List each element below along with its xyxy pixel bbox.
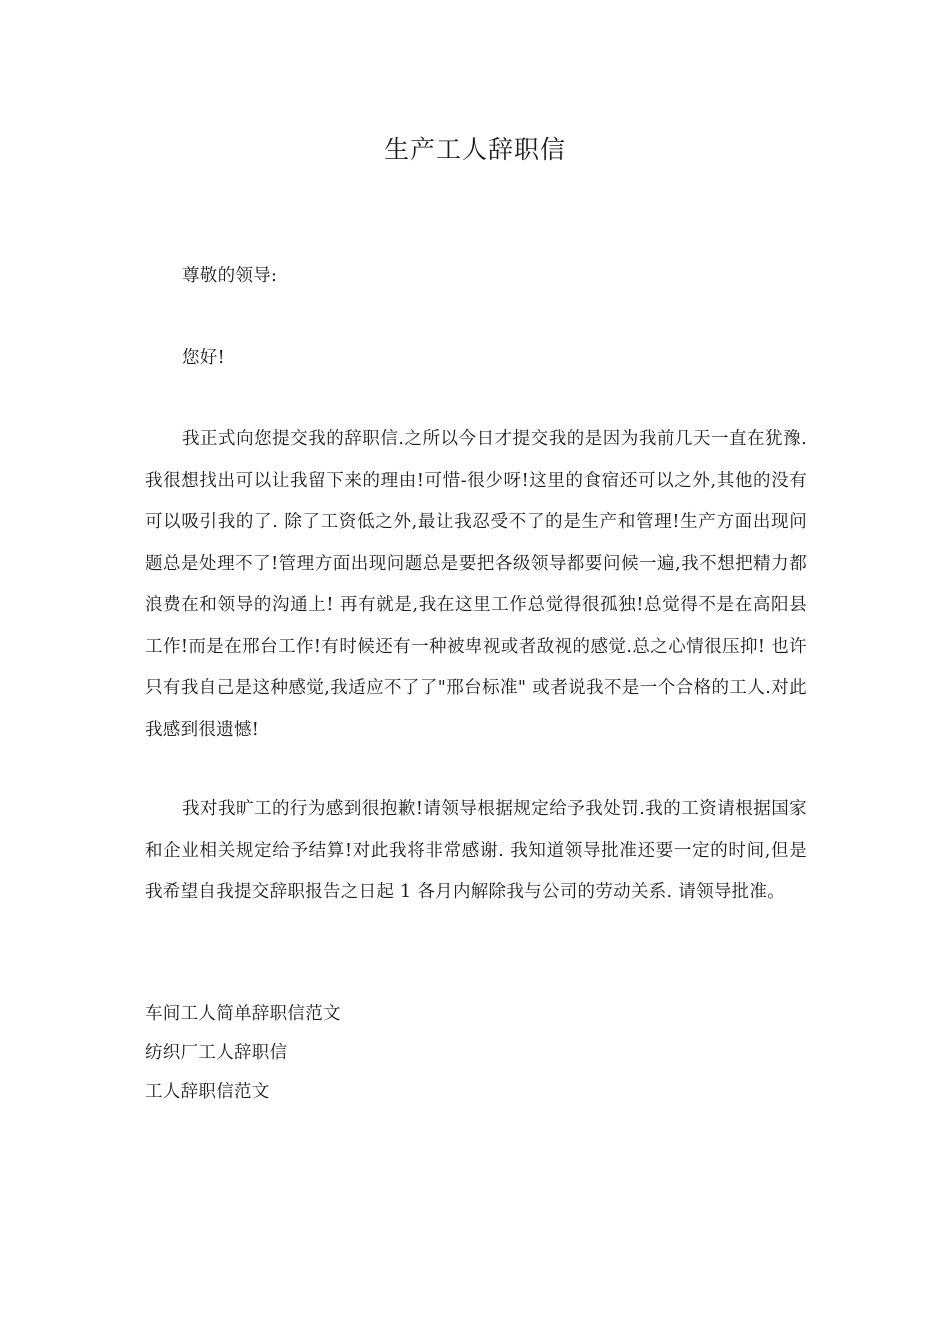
greeting [145,340,807,377]
document-title: 生产工人辞职信 [383,135,566,164]
related-links [145,995,807,1112]
related-link-2[interactable]: 纺织厂工人辞职信 [145,1043,288,1063]
greeting-text: 您好! [182,348,225,368]
body-paragraph-1 [145,419,807,751]
paragraph-text: 我正式向您提交我的辞职信.之所以今日才提交我的是因为我前几天一直在犹豫.我很想找出可以让我留下来的理由!可惜-很少呀!这里的食宿还可以之外,其他的没有可以吸引我的了. 除了工资低之外,最让我忍受不了的是生产和管理!生产方面出现问题总是处理不了!管理方面出现问题总是要把各级领导都要问候一遍,我不想把精力都浪费在和领导的沟通上! 再有就是,我在这里工作总觉得很孤独!总觉得不是在高阳县工作!而是在邢台工作!有时候还有一种被卑视或者敌视的感觉.总之心情很压抑! 也许只有我自己是这种感觉,我适应不了了"邢台标准" 或者说我不是一个合格的工人.对此我感到很遗憾! [145,429,807,740]
paragraph-text: 我对我旷工的行为感到很抱歉!请领导根据规定给予我处罚.我的工资请根据国家和企业相关规定给予结算!对此我将非常感谢. 我知道领导批准还要一定的时间,但是我希望自我提交辞职报告之日起 1 各月内解除我与公司的劳动关系. 请领导批准。 [145,799,807,902]
salutation [145,258,807,295]
related-link-1[interactable]: 车间工人简单辞职信范文 [145,1004,341,1024]
related-link-3[interactable]: 工人辞职信范文 [145,1082,270,1102]
salutation-text: 尊敬的领导: [182,266,278,286]
body-paragraph-2 [145,789,807,914]
